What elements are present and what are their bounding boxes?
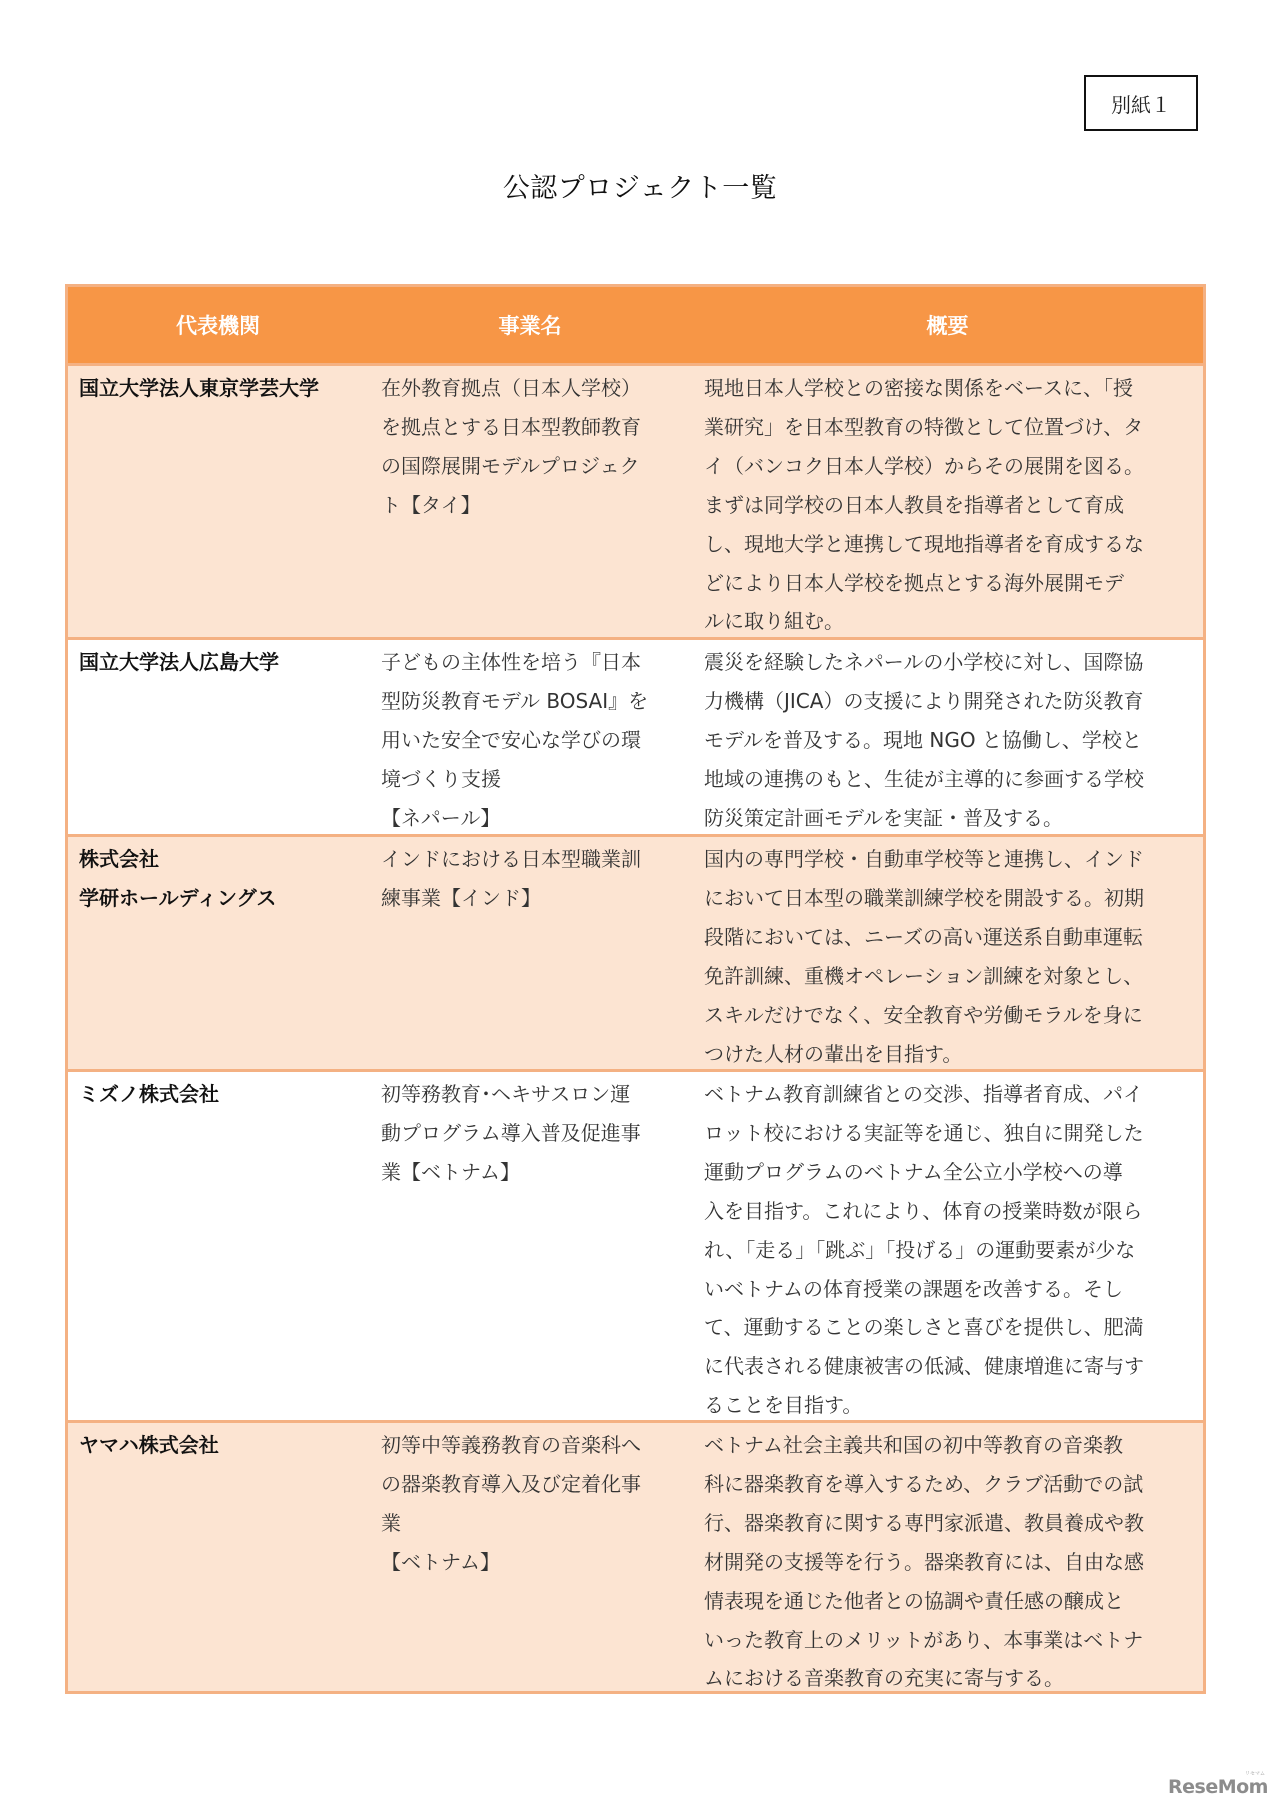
organization-line: ヤマハ株式会社 — [79, 1433, 219, 1457]
summary-line: し、現地大学と連携して現地指導者を育成するな — [704, 531, 1144, 556]
summary-line: 入を目指す。これにより、体育の授業時数が限ら — [704, 1198, 1143, 1223]
summary-line: スキルだけでなく、安全教育や労働モラルを身に — [704, 1002, 1143, 1027]
project-line: 業 — [381, 1510, 401, 1535]
project-line: 初等務教育･ヘキサスロン運 — [381, 1082, 631, 1106]
summary-line: ルに取り組む。 — [704, 609, 844, 634]
resemom-logo: ReseMom — [1168, 1776, 1268, 1798]
summary-line: 国内の専門学校・自動車学校等と連携し、インド — [704, 847, 1144, 871]
summary-cell — [692, 1072, 1203, 1420]
organization-line: 国立大学法人広島大学 — [79, 650, 279, 674]
organization-line: 国立大学法人東京学芸大学 — [79, 376, 319, 400]
organization-cell — [68, 837, 368, 1069]
organization-line: 学研ホールディングス — [79, 885, 277, 910]
page-title: 公認プロジェクト一覧 — [502, 173, 778, 204]
summary-line: において日本型の職業訓練学校を開設する。初期 — [704, 885, 1144, 910]
project-cell — [368, 366, 692, 637]
project-cell — [368, 1072, 692, 1420]
summary-line: 現地日本人学校との密接な関係をベースに、「授 — [704, 376, 1133, 400]
header-organization: 代表機関 — [176, 314, 260, 338]
summary-line: ベトナム社会主義共和国の初中等教育の音楽教 — [704, 1433, 1123, 1457]
summary-line: まずは同学校の日本人教員を指導者として育成 — [704, 492, 1124, 517]
project-cell — [368, 640, 692, 834]
project-line: 【ベトナム】 — [381, 1549, 500, 1574]
table-row — [68, 1072, 1203, 1423]
summary-line: て、運動することの楽しさと喜びを提供し、肥満 — [704, 1315, 1144, 1340]
summary-line: ることを目指す。 — [704, 1393, 863, 1418]
summary-line: 防災策定計画モデルを実証・普及する。 — [704, 805, 1063, 830]
summary-cell — [692, 837, 1203, 1069]
project-line: 子どもの主体性を培う『日本 — [381, 650, 641, 674]
projects-table — [65, 284, 1206, 1694]
organization-line: ミズノ株式会社 — [79, 1082, 219, 1106]
summary-line: 力機構（JICA）の支援により開発された防災教育 — [704, 688, 1144, 713]
project-line: 用いた安全で安心な学びの環 — [381, 727, 641, 752]
project-line: ト【タイ】 — [381, 492, 481, 517]
summary-line: 震災を経験したネパールの小学校に対し、国際協 — [704, 650, 1144, 674]
project-line: 在外教育拠点（日本人学校） — [381, 376, 641, 400]
table-header — [68, 287, 1203, 366]
header-project-name: 事業名 — [498, 314, 562, 338]
summary-cell — [692, 640, 1203, 834]
organization-line: 株式会社 — [79, 847, 159, 871]
project-line: を拠点とする日本型教師教育 — [381, 414, 641, 439]
annex-label-box — [1084, 75, 1198, 131]
table-row — [68, 640, 1203, 837]
summary-line: イ（バンコク日本人学校）からその展開を図る。 — [704, 453, 1144, 478]
project-line: の国際展開モデルプロジェク — [381, 453, 640, 478]
summary-line: 行、器楽教育に関する専門家派遣、教員養成や教 — [704, 1510, 1144, 1535]
summary-line: に代表される健康被害の低減、健康増進に寄与す — [704, 1354, 1144, 1379]
project-line: 初等中等義務教育の音楽科へ — [381, 1433, 641, 1457]
organization-cell — [68, 1072, 368, 1420]
project-cell — [368, 1423, 692, 1691]
project-line: 動プログラム導入普及促進事 — [381, 1120, 641, 1145]
table-row — [68, 1423, 1203, 1691]
summary-line: ベトナム教育訓練省との交渉、指導者育成、パイ — [704, 1082, 1143, 1106]
summary-line: どにより日本人学校を拠点とする海外展開モデ — [704, 570, 1124, 595]
summary-cell — [692, 366, 1203, 637]
summary-line: ムにおける音楽教育の充実に寄与する。 — [704, 1666, 1064, 1691]
summary-line: れ、「走る」「跳ぶ」「投げる」の運動要素が少な — [704, 1237, 1136, 1262]
project-line: 【ネパール】 — [381, 805, 501, 830]
summary-line: 材開発の支援等を行う。器楽教育には、自由な感 — [704, 1549, 1144, 1574]
table-row — [68, 837, 1203, 1072]
header-summary: 概要 — [926, 314, 969, 338]
summary-line: いベトナムの体育授業の課題を改善する。そし — [704, 1276, 1123, 1301]
organization-cell — [68, 1423, 368, 1691]
project-line: の器楽教育導入及び定着化事 — [381, 1471, 641, 1496]
summary-line: 運動プログラムのベトナム全公立小学校への導 — [704, 1159, 1123, 1184]
watermark-ruby: リセマム — [1245, 1771, 1265, 1777]
organization-cell — [68, 640, 368, 834]
annex-label: 別紙１ — [1111, 92, 1171, 117]
project-line: 業【ベトナム】 — [381, 1159, 520, 1184]
project-line: 練事業【インド】 — [381, 885, 541, 910]
summary-line: 情表現を通じた他者との協調や責任感の醸成と — [704, 1588, 1124, 1613]
summary-line: つけた人材の輩出を目指す。 — [704, 1041, 963, 1066]
summary-line: 免許訓練、重機オペレーション訓練を対象とし、 — [704, 963, 1144, 988]
summary-cell — [692, 1423, 1203, 1691]
organization-cell — [68, 366, 368, 637]
summary-line: モデルを普及する。現地 NGO と協働し、学校と — [704, 727, 1142, 752]
table-row — [68, 366, 1203, 640]
summary-line: 地域の連携のもと、生徒が主導的に参画する学校 — [704, 766, 1144, 791]
project-line: 型防災教育モデル BOSAI』を — [381, 688, 649, 713]
summary-line: いった教育上のメリットがあり、本事業はベトナ — [704, 1627, 1144, 1652]
summary-line: 業研究」を日本型教育の特徴として位置づけ、タ — [704, 414, 1144, 439]
summary-line: 段階においては、ニーズの高い運送系自動車運転 — [704, 924, 1143, 949]
summary-line: 科に器楽教育を導入するため、クラブ活動での試 — [704, 1471, 1144, 1496]
project-line: インドにおける日本型職業訓 — [381, 847, 641, 871]
summary-line: ロット校における実証等を通じ、独自に開発した — [704, 1120, 1144, 1145]
project-cell — [368, 837, 692, 1069]
project-line: 境づくり支援 — [381, 766, 501, 791]
